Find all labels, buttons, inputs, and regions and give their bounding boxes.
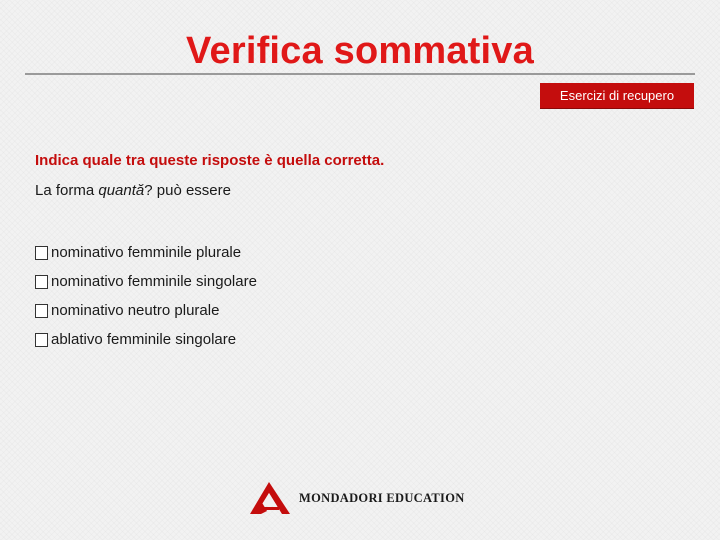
answer-option[interactable] [35, 238, 257, 267]
prompt-after: ? può essere [144, 182, 231, 199]
answer-option[interactable] [35, 325, 257, 354]
answer-options [35, 238, 257, 354]
checkbox[interactable] [35, 246, 48, 260]
mondadori-a-logo-icon [249, 481, 293, 515]
logo-text: MONDADORI EDUCATION [299, 490, 465, 505]
checkbox[interactable] [35, 275, 48, 289]
publisher-logo [249, 481, 465, 515]
answer-option[interactable] [35, 267, 257, 296]
checkbox[interactable] [35, 304, 48, 318]
answer-option[interactable] [35, 296, 257, 325]
prompt-before: La forma [35, 182, 99, 199]
slide-title: Verifica sommativa [186, 30, 534, 72]
prompt-text [35, 182, 231, 199]
answer-option-label: nominativo neutro plurale [51, 302, 220, 319]
section-badge: Esercizi di recupero [540, 83, 694, 109]
answer-option-label: nominativo femminile singolare [51, 273, 257, 290]
checkbox[interactable] [35, 333, 48, 347]
prompt-word: quantă [98, 182, 145, 199]
question-text: Indica quale tra queste risposte è quella corretta. [35, 152, 385, 169]
answer-option-label: nominativo femminile plurale [51, 244, 242, 261]
answer-option-label: ablativo femminile singolare [51, 331, 237, 348]
title-divider [25, 73, 695, 75]
